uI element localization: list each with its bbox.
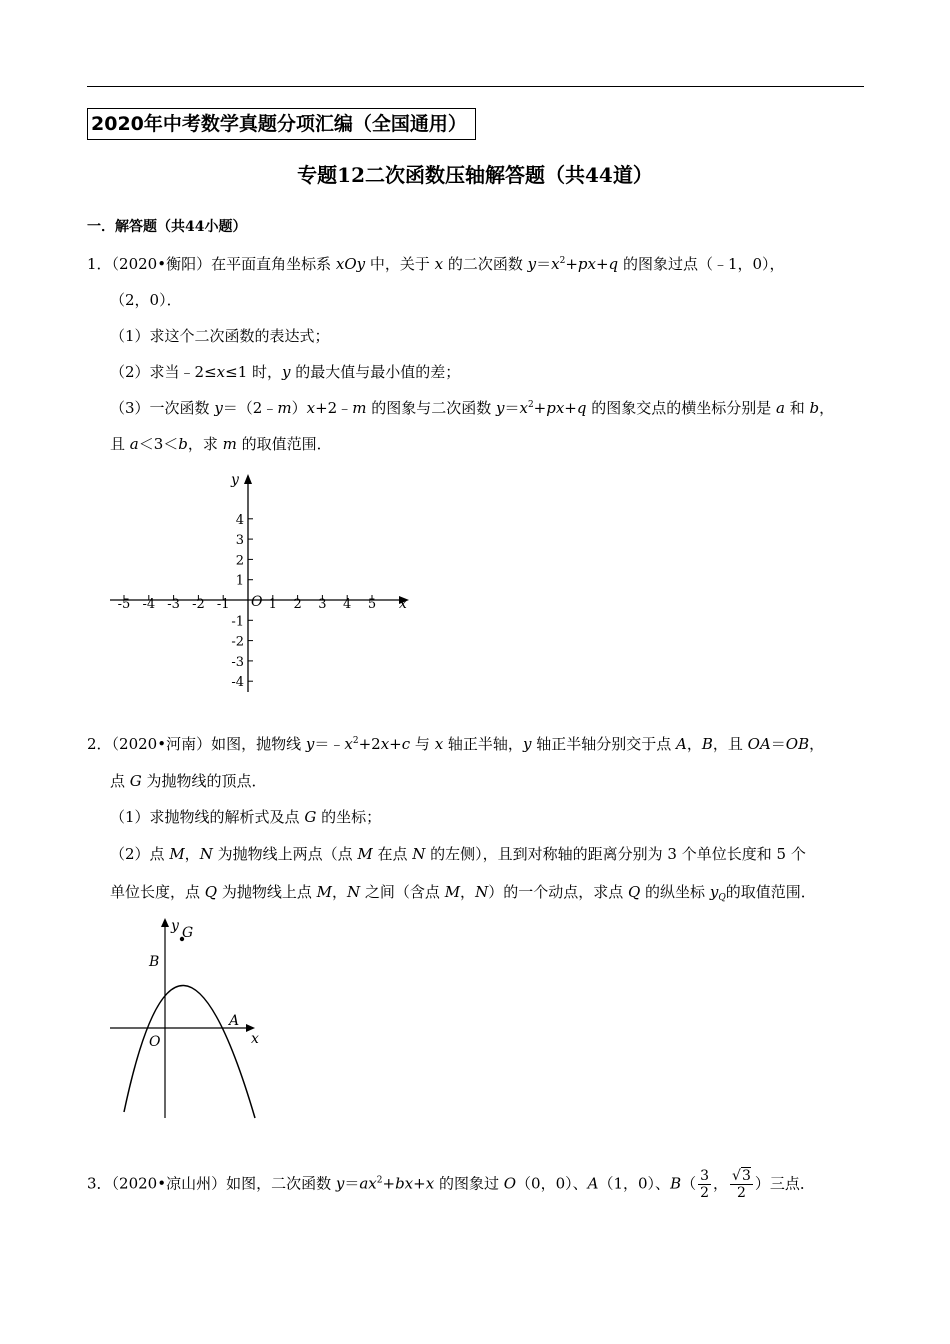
q2-part2-cont: 单位长度，点 Q 为抛物线上点 M，N 之间（含点 M，N）的一个动点，求点 Q 的纵坐标 $y_Q$的取值范围．	[110, 883, 816, 903]
x-tick-label: 5	[367, 597, 377, 612]
x-axis-label: x	[251, 1031, 259, 1047]
q1-line1: 1．（2020•衡阳）在平面直角坐标系 xOy 中，关于 x 的二次函数 $y=x^2+px+q$ 的图象过点（﹣1，0），	[87, 255, 785, 273]
y-tick-label: -1	[231, 614, 244, 630]
fraction-three-halves: $\frac{3}{2}$	[700, 1168, 710, 1201]
y-tick-label: -4	[231, 675, 244, 691]
x-tick-label: -4	[142, 597, 156, 612]
fraction-sqrt3-over-2: $\frac{√3}{2}$	[732, 1168, 751, 1201]
x-tick-label: 1	[268, 597, 277, 612]
y-tick-label: -3	[231, 654, 244, 670]
y-axis-arrow	[244, 474, 252, 484]
parabola-curve	[124, 985, 255, 1118]
x-tick-label: 4	[343, 597, 352, 612]
vertex-label: G	[182, 925, 194, 941]
x-tick-label: -3	[167, 597, 180, 612]
y-tick-label: -2	[231, 634, 244, 650]
y-tick-label: 1	[235, 573, 244, 589]
origin-label: O	[149, 1034, 161, 1050]
q1-line2: （2，0）．	[110, 291, 182, 309]
q1-part1: （1）求这个二次函数的表达式；	[110, 327, 330, 345]
q2-line1: 2．（2020•河南）如图，抛物线 $y=﹣x^2+2x+c$ 与 x 轴正半轴，y 轴正半轴分别交于点 A，B，且 OA＝OB，	[87, 735, 825, 753]
header-rule	[87, 86, 864, 87]
y-axis-label: y	[231, 472, 239, 488]
book-title: 2020年中考数学真题分项汇编（全国通用）	[87, 108, 476, 140]
point-a-label: A	[229, 1013, 240, 1029]
q1-part3: （3）一次函数 y＝（2﹣m）x+2﹣m 的图象与二次函数 $y=x^2+px+q$ 的图象交点的横坐标分别是 a 和 b，	[110, 399, 835, 417]
x-tick-label: 3	[318, 597, 327, 612]
x-tick-label: -5	[117, 597, 131, 612]
x-axis-label: x	[399, 596, 407, 612]
q1-part3-cont: 且 a＜3＜b，求 m 的取值范围．	[110, 435, 332, 453]
x-tick-label: -1	[216, 597, 230, 612]
q2-line2: 点 G 为抛物线的顶点．	[110, 772, 267, 790]
y-axis-label: y	[171, 918, 179, 934]
y-tick-label: 4	[235, 512, 244, 528]
x-tick-label: 2	[293, 597, 302, 612]
q1-part2: （2）求当﹣2≤x≤1 时，y 的最大值与最小值的差；	[110, 363, 461, 381]
coordinate-axes-figure	[105, 466, 415, 698]
q2-part2: （2）点 M，N 为抛物线上两点（点 M 在点 N 的左侧），且到对称轴的距离分别为 3 个单位长度和 5 个	[110, 845, 806, 863]
topic-title: 专题12二次函数压轴解答题（共44道）	[297, 163, 653, 187]
y-axis-arrow	[161, 918, 169, 927]
x-tick-label: -2	[192, 597, 205, 612]
q3-line1: 3．（2020•凉山州）如图，二次函数 $y=ax^2+bx+x$ 的图象过 O（0，0）、A（1，0）、B（ $\frac{3}{2}$ ， $\frac{√3}{2}$ ）三点．	[87, 1168, 815, 1201]
point-b-label: B	[149, 954, 160, 970]
y-tick-label: 2	[235, 553, 244, 569]
q2-part1: （1）求抛物线的解析式及点 G 的坐标；	[110, 808, 382, 826]
origin-label: O	[251, 594, 263, 610]
y-tick-label: 3	[235, 533, 244, 549]
parabola-figure	[105, 912, 275, 1122]
section-title: 一．解答题（共44小题）	[87, 219, 247, 235]
